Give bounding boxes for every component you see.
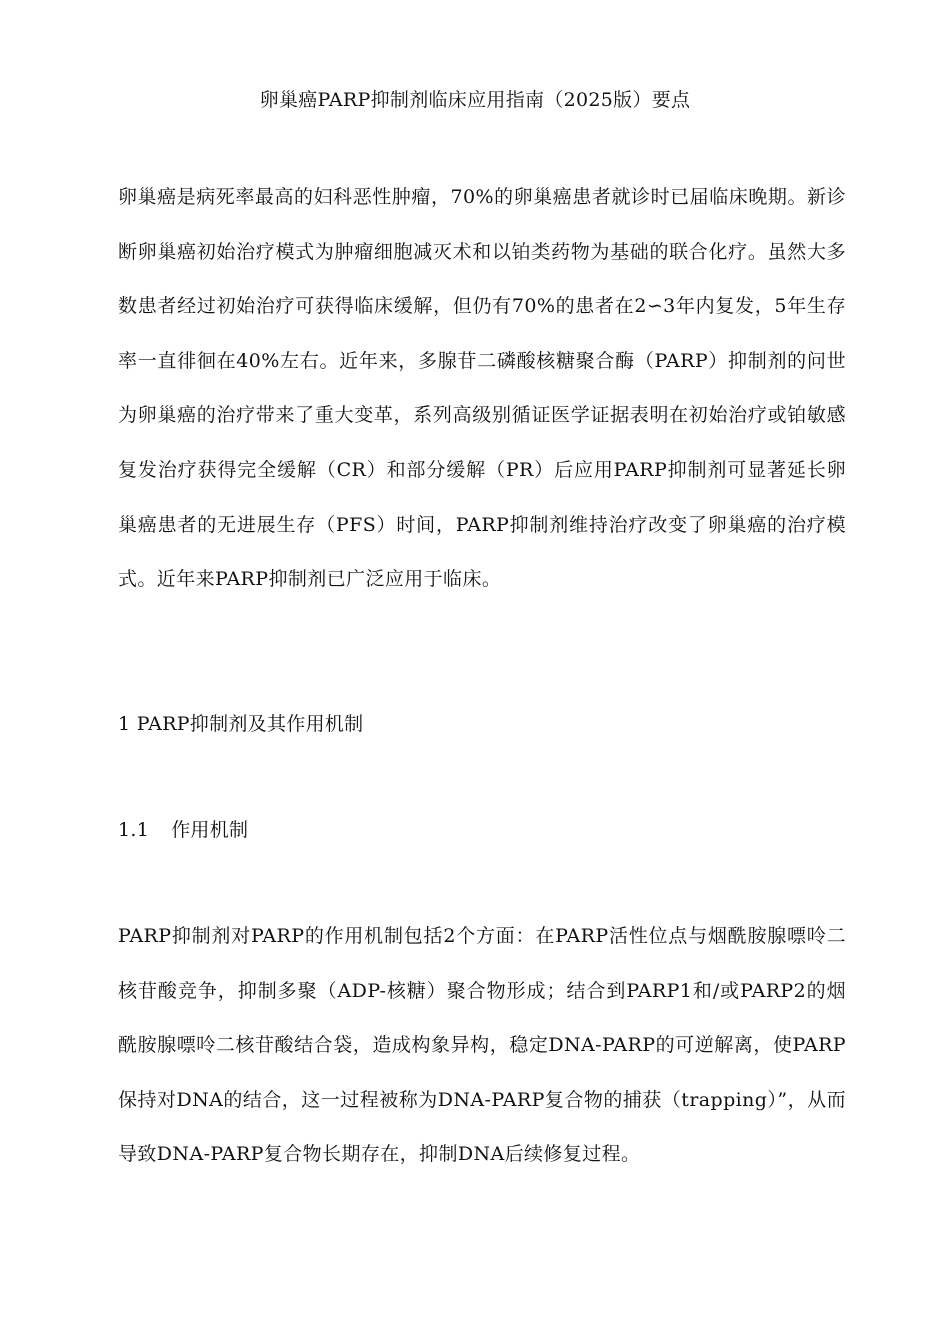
intro-paragraph: 卵巢癌是病死率最高的妇科恶性肿瘤，70%的卵巢癌患者就诊时已届临床晚期。新诊断卵巢癌初始治疗模式为肿瘤细胞减灭术和以铂类药物为基础的联合化疗。虽然大多数患者经过初始治疗可获得临床缓解，但仍有70%的患者在2∽3年内复发，5年生存率一直徘徊在40%左右。近年来，多腺苷二磷酸核糖聚合酶（PARP）抑制剂的问世为卵巢癌的治疗带来了重大变革，系列高级别循证医学证据表明在初始治疗或铂敏感复发治疗获得完全缓解（CR）和部分缓解（PR）后应用PARP抑制剂可显著延长卵巢癌患者的无进展生存（PFS）时间，PARP抑制剂维持治疗改变了卵巢癌的治疗模式。近年来PARP抑制剂已广泛应用于临床。 <box>118 186 846 591</box>
mechanism-paragraph: PARP抑制剂对PARP的作用机制包括2个方面：在PARP活性位点与烟酰胺腺嘌呤二核苷酸竞争，抑制多聚（ADP-核糖）聚合物形成；结合到PARP1和/或PARP2的烟酰胺腺嘌呤二核苷酸结合袋，造成构象异构，稳定DNA-PARP的可逆解离，使PARP保持对DNA的结合，这一过程被称为DNA-PARP复合物的捕获（trapping）”，从而导致DNA-PARP复合物长期存在，抑制DNA后续修复过程。 <box>118 925 846 1166</box>
document-title: 卵巢癌PARP抑制剂临床应用指南（2025版）要点 <box>259 89 691 111</box>
subsection-title: 作用机制 <box>171 819 249 841</box>
subsection-heading <box>118 814 248 846</box>
section-heading: 1 PARP抑制剂及其作用机制 <box>118 713 364 735</box>
subsection-number: 1.1 <box>118 819 150 841</box>
